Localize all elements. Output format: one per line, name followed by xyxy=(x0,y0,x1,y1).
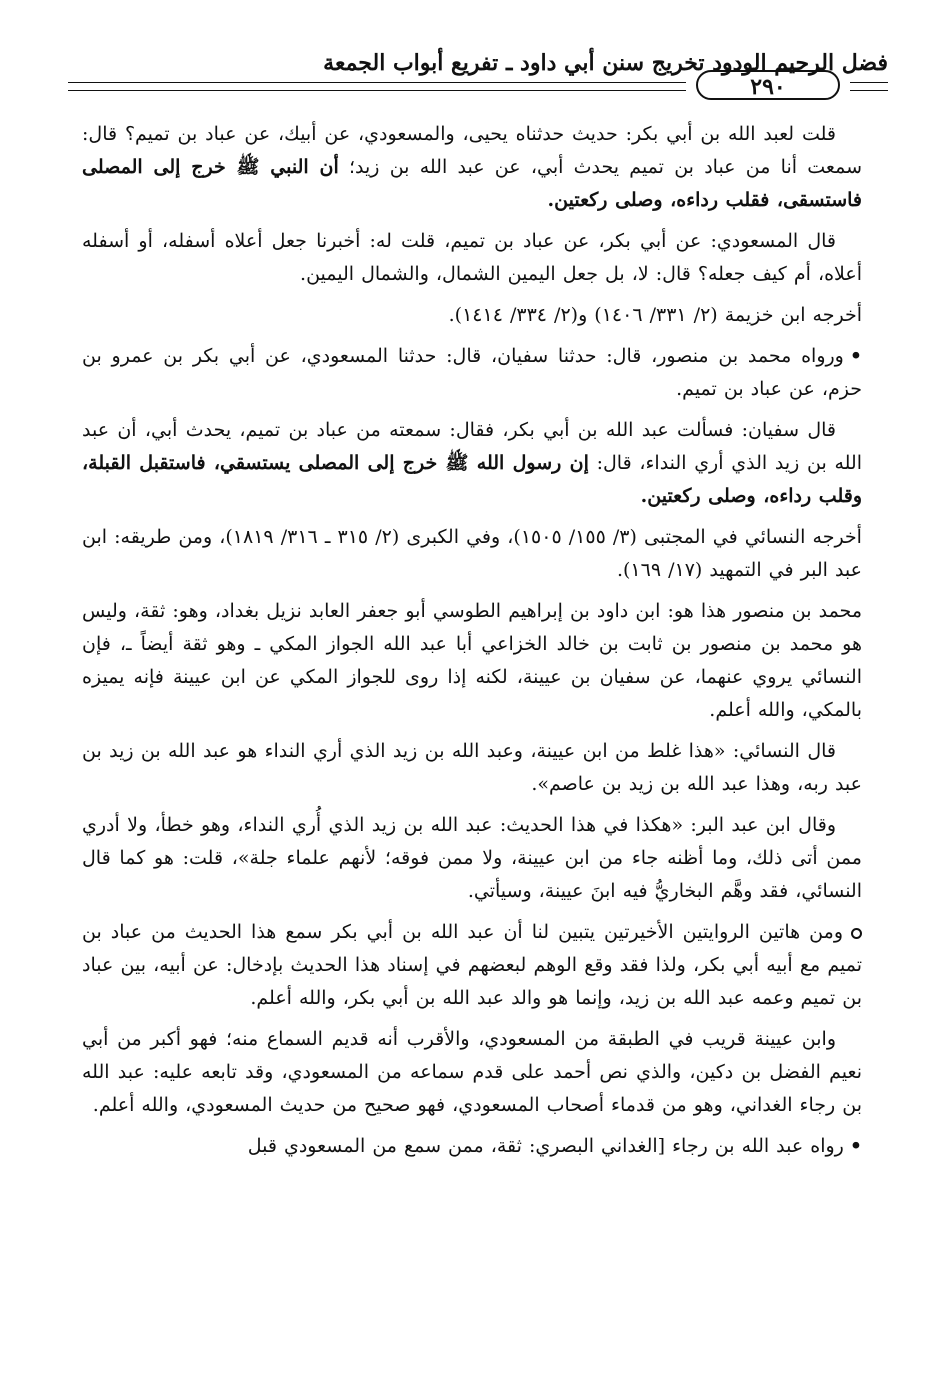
hadith-text-bold: إن رسول الله ﷺ خرج إلى المصلى يستسقي، فاستقبل القبلة، وقلب رداءه، وصلى ركعتين. xyxy=(82,452,862,507)
header-rule xyxy=(850,90,888,91)
page-header xyxy=(68,50,888,102)
paragraph xyxy=(82,735,862,801)
main-text xyxy=(82,118,862,1163)
paragraph-text: رواه عبد الله بن رجاء [الغداني البصري: ثقة، ممن سمع من المسعودي قبل xyxy=(247,1135,844,1157)
paragraph-text: قال النسائي: «هذا غلط من ابن عيينة، وعبد الله بن زيد الذي أري النداء هو عبد الله بن زيد بن عبد ربه، وهذا عبد الله بن زيد بن عاصم». xyxy=(82,740,862,795)
bullet-paragraph xyxy=(82,340,862,406)
paragraph xyxy=(82,809,862,908)
paragraph xyxy=(82,118,862,217)
paragraph xyxy=(82,1023,862,1122)
header-rule xyxy=(68,90,686,91)
citation xyxy=(82,299,862,332)
paragraph-text: قال سفيان: فسألت عبد الله بن أبي بكر، فقال: سمعته من عباد بن تميم، يحدث أبي، أن عبد الله بن زيد الذي أري النداء، قال: xyxy=(82,419,863,474)
paragraph-text: ومن هاتين الروايتين الأخيرتين يتبين لنا أن عبد الله بن أبي بكر سمع هذا الحديث من عباد بن تميم مع أبيه أبي بكر، ولذا فقد وقع الوهم لبعضهم في إسناد هذا الحديث بإدخال: عن أبيه، بين عباد بن تميم وعمه عبد الله بن زيد، وإنما هو والد عبد الله بن أبي بكر، والله أعلم. xyxy=(82,921,862,1009)
citation xyxy=(82,521,862,587)
paragraph-text: قلت لعبد الله بن أبي بكر: حديث حدثناه يحيى، والمسعودي، عن أبيك، عن عباد بن تميم؟ قال: سمعت أنا من عباد بن تميم يحدث أبي، عن عبد الله بن زيد؛ xyxy=(82,123,862,178)
citation-text: أخرجه النسائي في المجتبى (٣/ ١٥٥/ ١٥٠٥)، وفي الكبرى (٢/ ٣١٥ ـ ٣١٦/ ١٨١٩)، ومن طريقه: ابن عبد البر في التمهيد (١٧/ ١٦٩). xyxy=(82,526,862,581)
header-rule xyxy=(850,82,888,83)
paragraph-text: ورواه محمد بن منصور، قال: حدثنا سفيان، قال: حدثنا المسعودي، عن أبي بكر بن عمرو بن حزم، عن عباد بن تميم. xyxy=(82,345,862,400)
paragraph xyxy=(82,225,862,291)
paragraph-text: وابن عيينة قريب في الطبقة من المسعودي، والأقرب أنه قديم السماع منه؛ فهو أكبر من أبي نعيم الفضل بن دكين، والذي نص أحمد على قدم سماعه من المسعودي، وقد تابعه عليه: عبد الله بن رجاء الغداني، وهو من قدماء أصحاب المسعودي، فهو صحيح من حديث المسعودي، والله أعلم. xyxy=(82,1028,862,1116)
bullet-marker: • xyxy=(849,345,862,367)
header-rule xyxy=(68,82,686,83)
bullet-paragraph xyxy=(82,1130,862,1163)
marked-paragraph xyxy=(82,916,862,1015)
paragraph-text: قال المسعودي: عن أبي بكر، عن عباد بن تميم، قلت له: أخبرنا جعل أعلاه أسفله، أو أسفله أعلاه، أم كيف جعله؟ قال: لا، بل جعل اليمين الشمال، والشمال اليمين. xyxy=(82,230,862,285)
hadith-text-bold: أن النبي ﷺ خرج إلى المصلى فاستسقى، فقلب رداءه، وصلى ركعتين. xyxy=(82,156,862,211)
page-number: ٢٩٠ xyxy=(696,70,840,100)
paragraph-text: محمد بن منصور هذا هو: ابن داود بن إبراهيم الطوسي أبو جعفر العابد نزيل بغداد، وهو: ثقة، وليس هو محمد بن منصور بن ثابت بن خالد الخزاعي أبا عبد الله الجواز المكي ـ وهو ثقة أيضاً ـ، فإن النسائي يروي عنهما، عن سفيان بن عيينة، لكنه إذا روى للجواز المكي عن ابن عيينة فإنه يميزه بالمكي، والله أعلم. xyxy=(82,600,862,721)
running-title: فضل الرحيم الودود تخريج سنن أبي داود ـ تفريع أبواب الجمعة xyxy=(323,50,888,76)
paragraph-text: وقال ابن عبد البر: «هكذا في هذا الحديث: عبد الله بن زيد الذي أُري النداء، وهو خطأ، ولا أدري ممن أتى ذلك، وما أظنه جاء من ابن عيينة، ولا ممن فوقه؛ لأنهم علماء جلة»، قلت: هو كما قال النسائي، فقد وهَّم البخاريُّ فيه ابنَ عيينة، وسيأتي. xyxy=(82,814,862,902)
citation-text: أخرجه ابن خزيمة (٢/ ٣٣١/ ١٤٠٦) و(٢/ ٣٣٤/ ١٤١٤). xyxy=(448,304,862,326)
circle-marker-icon xyxy=(851,928,862,939)
bullet-marker: • xyxy=(849,1135,862,1157)
paragraph xyxy=(82,595,862,727)
paragraph xyxy=(82,414,862,513)
